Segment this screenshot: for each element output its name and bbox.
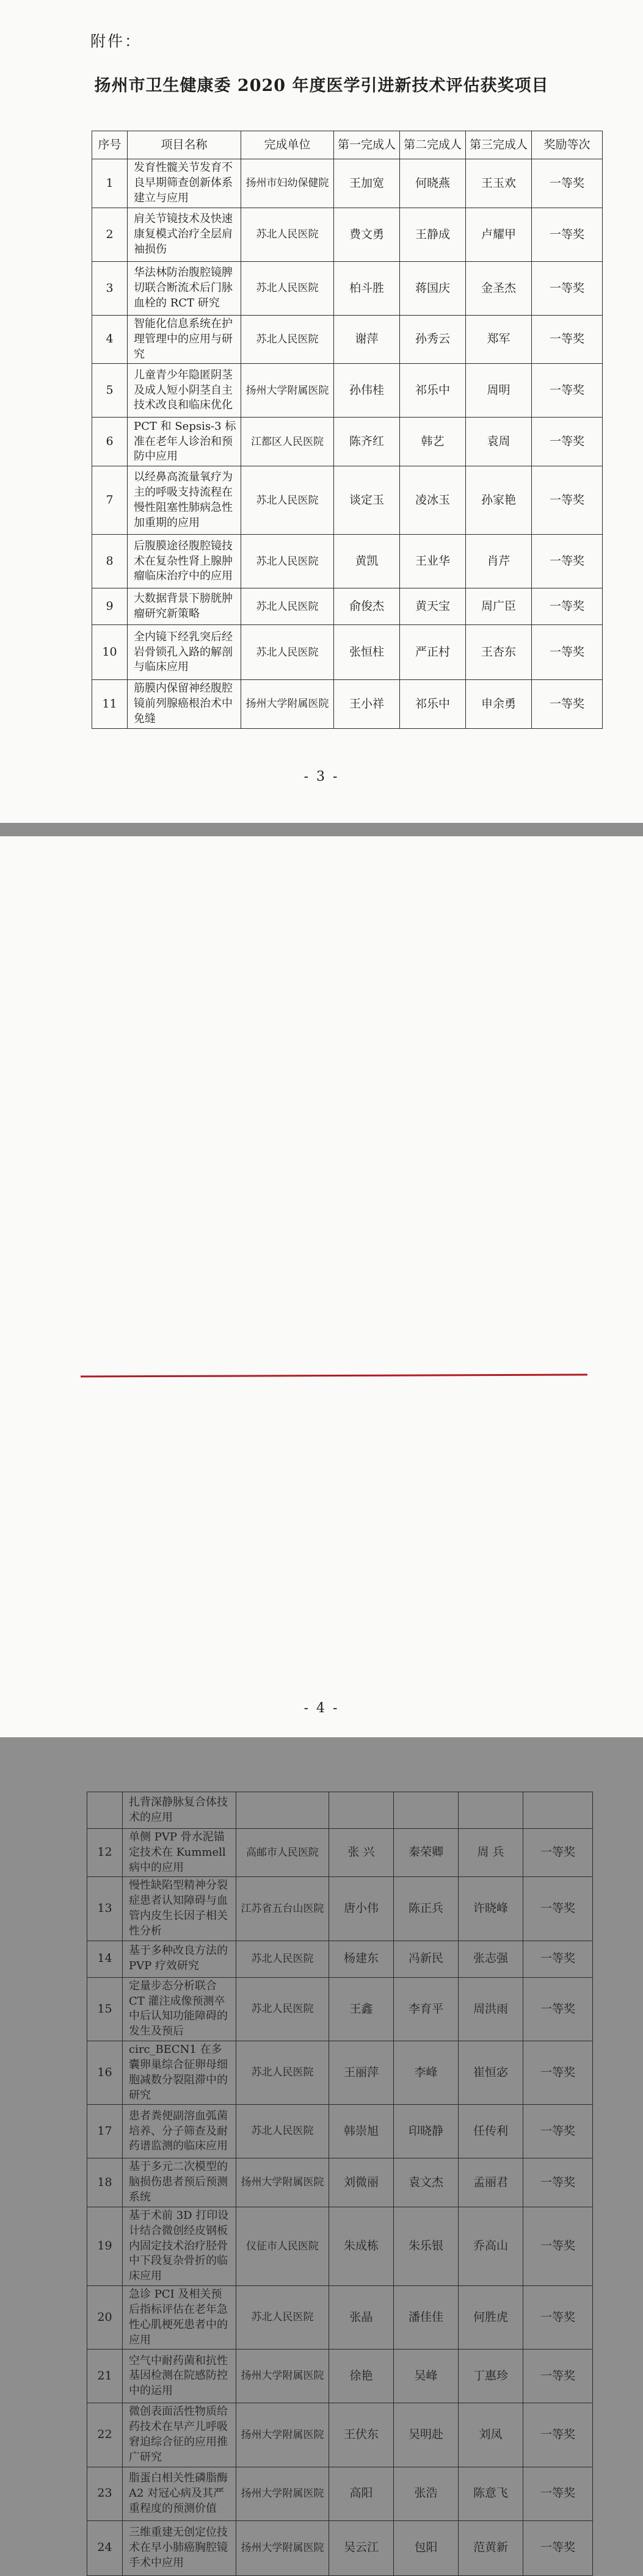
table-row xyxy=(87,2403,593,2467)
table-row xyxy=(87,2041,593,2105)
row-award: 一等奖 xyxy=(523,2207,593,2285)
row-award: 一等奖 xyxy=(532,364,603,418)
table-row xyxy=(92,588,603,625)
header-no: 序号 xyxy=(92,131,128,159)
row-award: 一等奖 xyxy=(523,1877,593,1941)
row-second-person: 黄天宝 xyxy=(400,588,466,625)
row-project-name: 发育性髋关节发育不良早期筛查创新体系建立与应用 xyxy=(128,159,241,208)
row-award: 一等奖 xyxy=(523,1977,593,2041)
row-first-person: 张恒柱 xyxy=(334,625,400,680)
row-third-person: 申余勇 xyxy=(466,680,532,728)
row-no: 24 xyxy=(87,2520,123,2575)
header-project-name: 项目名称 xyxy=(128,131,241,159)
row-no: 20 xyxy=(87,2286,123,2350)
table-row xyxy=(87,2467,593,2520)
document-title: 扬州市卫生健康委 2020 年度医学引进新技术评估获奖项目 xyxy=(94,76,549,95)
row-first-person: 韩崇旭 xyxy=(329,2105,394,2158)
row-project-name: 后腹膜途径腹腔镜技术在复杂性肾上腺肿瘤临床治疗中的应用 xyxy=(128,535,241,588)
row-unit: 高邮市人民医院 xyxy=(236,1829,329,1877)
row-project-name: 智能化信息系统在护理管理中的应用与研究 xyxy=(128,316,241,364)
row-third-person: 王杏东 xyxy=(466,625,532,680)
row-first-person: 张晶 xyxy=(329,2286,394,2350)
row-third-person: 范黄新 xyxy=(459,2520,523,2575)
row-second-person: 吴明赴 xyxy=(394,2403,459,2467)
row-unit: 江都区人民医院 xyxy=(241,418,334,466)
page-number: - 4 - xyxy=(303,1701,340,1716)
row-second-person: 冯新民 xyxy=(394,1941,459,1977)
row-unit: 苏北人民医院 xyxy=(241,625,334,680)
row-unit: 扬州大学附属医院 xyxy=(236,2158,329,2207)
row-award: 一等奖 xyxy=(532,418,603,466)
table-row xyxy=(87,2520,593,2575)
document-page-3 xyxy=(0,0,643,823)
row-first-person: 孙伟桂 xyxy=(334,364,400,418)
row-project-name: 慢性缺陷型精神分裂症患者认知障碍与血管内皮生长因子相关性分析 xyxy=(123,1877,236,1941)
row-first-person: 费文勇 xyxy=(334,208,400,262)
row-third-person: 丁惠珍 xyxy=(459,2350,523,2403)
row-second-person: 韩艺 xyxy=(400,418,466,466)
row-second-person: 凌冰玉 xyxy=(400,466,466,535)
row-award: 一等奖 xyxy=(523,1941,593,1977)
row-award: 一等奖 xyxy=(532,680,603,728)
table-row xyxy=(92,316,603,364)
row-second-person: 蒋国庆 xyxy=(400,262,466,316)
row-project-name: 空气中耐药菌和抗性基因检测在院感防控中的运用 xyxy=(123,2350,236,2403)
row-third-person: 何胜虎 xyxy=(459,2286,523,2350)
row-no: 2 xyxy=(92,208,128,262)
row-project-name: 患者粪便副溶血弧菌培养、分子筛查及耐药谱监测的临床应用 xyxy=(123,2105,236,2158)
row-unit: 苏北人民医院 xyxy=(241,466,334,535)
header-third-person: 第三完成人 xyxy=(466,131,532,159)
row-no: 5 xyxy=(92,364,128,418)
row-project-name: 儿童青少年隐匿阴茎及成人短小阴茎自主技术改良和临床优化 xyxy=(128,364,241,418)
row-project-name: 微创表面活性物质给药技术在早产儿呼吸窘迫综合征的应用推广研究 xyxy=(123,2403,236,2467)
row-first-person: 王加宽 xyxy=(334,159,400,208)
table-row xyxy=(87,2350,593,2403)
row-second-person: 秦荣卿 xyxy=(394,1829,459,1877)
row-unit: 扬州大学附属医院 xyxy=(241,680,334,728)
table-row xyxy=(92,159,603,208)
row-no: 15 xyxy=(87,1977,123,2041)
row-award: 一等奖 xyxy=(532,625,603,680)
row-no: 13 xyxy=(87,1877,123,1941)
table-row xyxy=(87,2286,593,2350)
row-third-person: 郑军 xyxy=(466,316,532,364)
row-first-person: 柏斗胜 xyxy=(334,262,400,316)
row-second-person: 李育平 xyxy=(394,1977,459,2041)
row-unit: 扬州大学附属医院 xyxy=(236,2520,329,2575)
row-award: 一等奖 xyxy=(523,2467,593,2520)
row-first-person: 高阳 xyxy=(329,2467,394,2520)
row-no: 3 xyxy=(92,262,128,316)
table-row xyxy=(92,208,603,262)
row-no: 4 xyxy=(92,316,128,364)
row-third-person: 金圣杰 xyxy=(466,262,532,316)
row-second-person: 何晓燕 xyxy=(400,159,466,208)
row-first-person: 王伏东 xyxy=(329,2403,394,2467)
row-third-person: 周 兵 xyxy=(459,1829,523,1877)
row-no: 14 xyxy=(87,1941,123,1977)
row-no: 6 xyxy=(92,418,128,466)
row-first-person: 陈齐红 xyxy=(334,418,400,466)
row-unit: 扬州大学附属医院 xyxy=(236,2350,329,2403)
row-unit: 苏北人民医院 xyxy=(236,2105,329,2158)
row-award: 一等奖 xyxy=(532,208,603,262)
row-no: 22 xyxy=(87,2403,123,2467)
row-second-person: 严正村 xyxy=(400,625,466,680)
row-project-name: circ_BECN1 在多囊卵巢综合征卵母细胞减数分裂阻滞中的研究 xyxy=(123,2041,236,2105)
table-header-row xyxy=(92,131,603,159)
row-second-person: 朱乐银 xyxy=(394,2207,459,2285)
row-project-name: 华法林防治腹腔镜脾切联合断流术后门脉血栓的 RCT 研究 xyxy=(128,262,241,316)
row-unit: 苏北人民医院 xyxy=(241,588,334,625)
row-award: 一等奖 xyxy=(523,2350,593,2403)
row-first-person: 王小祥 xyxy=(334,680,400,728)
row-award: 一等奖 xyxy=(532,535,603,588)
row-third-person: 卢耀甲 xyxy=(466,208,532,262)
row-unit: 扬州大学附属医院 xyxy=(236,2403,329,2467)
row-first-person: 王鑫 xyxy=(329,1977,394,2041)
row-no: 9 xyxy=(92,588,128,625)
header-unit: 完成单位 xyxy=(241,131,334,159)
row-first-person: 谢萍 xyxy=(334,316,400,364)
row-third-person: 肖芹 xyxy=(466,535,532,588)
row-award: 一等奖 xyxy=(523,2158,593,2207)
row-award: 一等奖 xyxy=(523,2286,593,2350)
row-unit: 苏北人民医院 xyxy=(236,2286,329,2350)
row-unit: 苏北人民医院 xyxy=(241,316,334,364)
row-unit: 苏北人民医院 xyxy=(241,208,334,262)
row-award: 一等奖 xyxy=(532,159,603,208)
row-project-name: 定量步态分析联合 CT 灌注成像预测卒中后认知功能障碍的发生及预后 xyxy=(123,1977,236,2041)
row-award: 一等奖 xyxy=(523,2041,593,2105)
row-project-name: 肩关节镜技术及快速康复模式治疗全层肩袖损伤 xyxy=(128,208,241,262)
row-first-person: 吴云江 xyxy=(329,2520,394,2575)
row-unit: 苏北人民医院 xyxy=(236,1941,329,1977)
row-unit: 扬州大学附属医院 xyxy=(241,364,334,418)
row-project-name: 基于术前 3D 打印设计结合微创经皮钢板内固定技术治疗胫骨中下段复杂骨折的临床应用 xyxy=(123,2207,236,2285)
table-row xyxy=(92,262,603,316)
attachment-label: 附件： xyxy=(90,32,142,50)
row-first-person: 朱成栋 xyxy=(329,2207,394,2285)
row-first-person: 徐艳 xyxy=(329,2350,394,2403)
row-first-person: 杨建东 xyxy=(329,1941,394,1977)
row-no: 23 xyxy=(87,2467,123,2520)
table-row xyxy=(92,418,603,466)
row-award: 一等奖 xyxy=(532,466,603,535)
row-award: 一等奖 xyxy=(523,2105,593,2158)
row-first-person: 刘微丽 xyxy=(329,2158,394,2207)
row-second-person: 张浩 xyxy=(394,2467,459,2520)
row-unit: 江苏省五台山医院 xyxy=(236,1877,329,1941)
row-no: 19 xyxy=(87,2207,123,2285)
table-row xyxy=(87,1877,593,1941)
row-unit: 扬州大学附属医院 xyxy=(236,2467,329,2520)
row-unit: 苏北人民医院 xyxy=(236,1977,329,2041)
row-no: 21 xyxy=(87,2350,123,2403)
row-project-name: 筋膜内保留神经腹腔镜前列腺癌根治术中免缝 xyxy=(128,680,241,728)
row-second-person: 王业华 xyxy=(400,535,466,588)
row-first-person: 黄凯 xyxy=(334,535,400,588)
row-project-name: PCT 和 Sepsis-3 标准在老年人诊治和预防中应用 xyxy=(128,418,241,466)
header-award: 奖励等次 xyxy=(532,131,603,159)
row-no: 11 xyxy=(92,680,128,728)
header-first-person: 第一完成人 xyxy=(334,131,400,159)
row-unit: 扬州市妇幼保健院 xyxy=(241,159,334,208)
row-third-person: 周洪雨 xyxy=(459,1977,523,2041)
row-project-name: 单侧 PVP 骨水泥锚定技术在 Kummell 病中的应用 xyxy=(123,1829,236,1877)
table-row xyxy=(92,535,603,588)
awards-table-part-2 xyxy=(87,1792,593,2576)
header-second-person: 第二完成人 xyxy=(400,131,466,159)
row-award: 一等奖 xyxy=(523,2520,593,2575)
row-second-person: 王静成 xyxy=(400,208,466,262)
row-third-person: 张志强 xyxy=(459,1941,523,1977)
row-award: 一等奖 xyxy=(523,2403,593,2467)
row-third-person: 王玉欢 xyxy=(466,159,532,208)
row-unit: 苏北人民医院 xyxy=(236,2041,329,2105)
row-project-name: 以经鼻高流量氧疗为主的呼吸支持流程在慢性阻塞性肺病急性加重期的应用 xyxy=(128,466,241,535)
row-first-person: 谈定玉 xyxy=(334,466,400,535)
row-project-name: 脂蛋白相关性磷脂酶 A2 对冠心病及其严重程度的预测价值 xyxy=(123,2467,236,2520)
row-no: 8 xyxy=(92,535,128,588)
row-second-person: 袁文杰 xyxy=(394,2158,459,2207)
row-first-person: 唐小伟 xyxy=(329,1877,394,1941)
row-award: 一等奖 xyxy=(532,316,603,364)
row-project-name: 大数据背景下膀胱肿瘤研究新策略 xyxy=(128,588,241,625)
table-row xyxy=(87,1941,593,1977)
table-row xyxy=(87,2105,593,2158)
row-third-person: 周明 xyxy=(466,364,532,418)
row-award: 一等奖 xyxy=(532,262,603,316)
continued-project-name: 扎背深静脉复合体技术的应用 xyxy=(123,1792,236,1829)
row-no: 7 xyxy=(92,466,128,535)
row-award: 一等奖 xyxy=(523,1829,593,1877)
row-second-person: 印晓静 xyxy=(394,2105,459,2158)
row-third-person: 孟丽君 xyxy=(459,2158,523,2207)
row-no: 10 xyxy=(92,625,128,680)
row-third-person: 周广臣 xyxy=(466,588,532,625)
awards-table-part-1 xyxy=(92,131,603,729)
table-row xyxy=(87,1829,593,1877)
row-first-person: 张 兴 xyxy=(329,1829,394,1877)
row-project-name: 基于多元二次模型的脑损伤患者预后预测系统 xyxy=(123,2158,236,2207)
row-project-name: 三维重建无创定位技术在早小肺癌胸腔镜手术中应用 xyxy=(123,2520,236,2575)
row-no: 1 xyxy=(92,159,128,208)
row-third-person: 孙家艳 xyxy=(466,466,532,535)
row-third-person: 刘凤 xyxy=(459,2403,523,2467)
row-second-person: 吴峰 xyxy=(394,2350,459,2403)
table-row xyxy=(87,1977,593,2041)
row-third-person: 崔恒宓 xyxy=(459,2041,523,2105)
row-no: 16 xyxy=(87,2041,123,2105)
row-unit: 仪征市人民医院 xyxy=(236,2207,329,2285)
row-third-person: 任传利 xyxy=(459,2105,523,2158)
table-row-continuation xyxy=(87,1792,593,1829)
table-row xyxy=(92,680,603,728)
row-third-person: 陈意飞 xyxy=(459,2467,523,2520)
row-first-person: 俞俊杰 xyxy=(334,588,400,625)
row-no: 18 xyxy=(87,2158,123,2207)
row-award: 一等奖 xyxy=(532,588,603,625)
row-no: 17 xyxy=(87,2105,123,2158)
row-project-name: 急诊 PCI 及相关预后指标评估在老年急性心肌梗死患者中的应用 xyxy=(123,2286,236,2350)
table-row xyxy=(92,625,603,680)
row-second-person: 祁乐中 xyxy=(400,364,466,418)
row-unit: 苏北人民医院 xyxy=(241,535,334,588)
row-second-person: 包阳 xyxy=(394,2520,459,2575)
row-third-person: 许晓峰 xyxy=(459,1877,523,1941)
row-project-name: 基于多种改良方法的 PVP 疗效研究 xyxy=(123,1941,236,1977)
row-third-person: 袁周 xyxy=(466,418,532,466)
row-third-person: 乔高山 xyxy=(459,2207,523,2285)
row-second-person: 潘佳佳 xyxy=(394,2286,459,2350)
table-row xyxy=(92,364,603,418)
row-second-person: 陈正兵 xyxy=(394,1877,459,1941)
document-page-4 xyxy=(0,836,643,2569)
table-row xyxy=(87,2158,593,2207)
row-second-person: 李峰 xyxy=(394,2041,459,2105)
row-first-person: 王丽萍 xyxy=(329,2041,394,2105)
table-row xyxy=(87,2207,593,2285)
page-number: - 3 - xyxy=(303,769,340,784)
row-second-person: 孙秀云 xyxy=(400,316,466,364)
table-row xyxy=(92,466,603,535)
row-unit: 苏北人民医院 xyxy=(241,262,334,316)
row-project-name: 全内镜下经乳突后经岩骨锁孔入路的解剖与临床应用 xyxy=(128,625,241,680)
row-no: 12 xyxy=(87,1829,123,1877)
row-second-person: 祁乐中 xyxy=(400,680,466,728)
